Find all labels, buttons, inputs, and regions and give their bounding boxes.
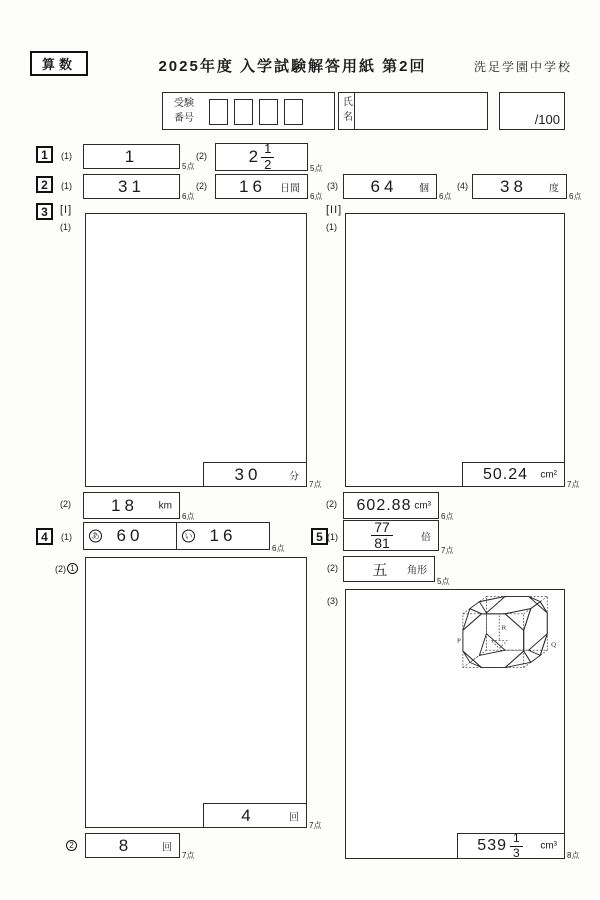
page-title: 2025年度 入学試験解答用紙 第2回	[158, 58, 427, 75]
q3-part2-item2-points: 6点	[441, 512, 454, 521]
figure-label-p: P	[457, 637, 461, 645]
name-label: 氏 名	[343, 97, 353, 123]
q1-item1-points: 5点	[182, 162, 195, 171]
truncated-cube-figure	[457, 593, 561, 671]
q3-part1-item2-unit: km	[158, 500, 172, 511]
q4-item1-label: (1)	[61, 532, 72, 542]
q3-part1-label: [I]	[60, 204, 73, 216]
q2-item3-answer-box	[343, 174, 437, 199]
q2-item1-points: 6点	[182, 192, 195, 201]
q5-item2-answer-box	[343, 556, 435, 582]
q2-item3-points: 6点	[439, 192, 452, 201]
q5-item1-label: (1)	[327, 532, 338, 542]
q2-item2-answer-box	[215, 174, 308, 199]
q3-part2-item1-unit: cm²	[540, 469, 557, 480]
q1-item1-label: (1)	[61, 151, 72, 161]
q5-item1-value: $\frac{77}{81}$	[371, 520, 393, 552]
q3-part1-item1-label: (1)	[60, 222, 71, 232]
q4-item3-circle-label: 2	[66, 840, 77, 851]
q5-item1-unit: 倍	[421, 532, 431, 543]
q4-item1-cell-a	[84, 523, 176, 549]
q4-item3-value: 8	[118, 835, 133, 855]
q3-part2-label: [II]	[326, 204, 343, 216]
q5-item3-label: (3)	[327, 596, 338, 606]
examinee-digit-cell	[234, 99, 253, 125]
q4-item2-circle-label: 1	[67, 563, 78, 574]
q1-item2-value: 2 $\frac{1}{2}$	[249, 142, 275, 172]
q3-part1-item2-answer-box	[83, 492, 180, 519]
q3-part1-item2-value: 18	[111, 495, 138, 515]
q4-item1-value-i: 16	[209, 526, 237, 545]
q3-part1-item2-points: 6点	[182, 512, 195, 521]
q3-number: 3	[36, 203, 53, 220]
q4-number: 4	[36, 528, 53, 545]
name-divider	[354, 93, 355, 129]
school-name: 洗足学園中学校	[474, 60, 573, 74]
q1-number: 1	[36, 146, 53, 163]
q1-item2-points: 5点	[310, 164, 323, 173]
q3-part1-item1-points: 7点	[309, 480, 322, 489]
q4-item1-mark-i: い	[182, 530, 195, 543]
q5-item3-unit: cm³	[540, 840, 557, 852]
q3-part2-item2-unit: cm³	[414, 500, 431, 511]
q3-part2-item1-label: (1)	[326, 222, 337, 232]
q3-part2-work-area	[345, 213, 565, 487]
q5-number: 5	[311, 528, 328, 545]
examinee-digit-cell	[284, 99, 303, 125]
q4-item2-points: 7点	[309, 821, 322, 830]
q5-item2-label: (2)	[327, 563, 338, 573]
q5-item3-value: 539 $\frac{1}{3}$	[477, 832, 522, 859]
q1-item2-answer-box	[215, 143, 308, 171]
q2-item4-value: 38	[500, 176, 527, 196]
q2-item4-points: 6点	[569, 192, 582, 201]
score-box	[499, 92, 565, 130]
q3-part2-item1-value: 50.24	[482, 465, 529, 483]
score-denominator: /100	[534, 112, 560, 127]
q3-part2-item1-answer-box	[462, 462, 565, 487]
q3-part2-item2-answer-box	[343, 492, 439, 519]
q4-item1-mark-a: あ	[89, 530, 102, 543]
subject-box: 算数	[30, 51, 88, 76]
q3-part1-item1-value: 30	[234, 464, 262, 484]
q2-item4-label: (4)	[457, 181, 468, 191]
q2-item3-label: (3)	[327, 181, 338, 191]
q1-item1-answer-box	[83, 144, 180, 169]
name-box	[338, 92, 488, 130]
q4-item3-answer-box	[85, 833, 180, 858]
q3-part2-item2-label: (2)	[326, 499, 337, 509]
examinee-number-box	[162, 92, 335, 130]
q5-item3-points: 8点	[567, 851, 580, 860]
figure-label-r: R	[501, 624, 507, 632]
q2-item1-value: 31	[118, 176, 145, 196]
q5-item2-unit: 角形	[407, 565, 427, 577]
q2-item1-answer-box	[83, 174, 180, 199]
q3-part2-item2-value: 602.88	[356, 496, 412, 514]
q2-number: 2	[36, 176, 53, 193]
q3-part1-work-area	[85, 213, 307, 487]
q3-part2-item1-points: 7点	[567, 480, 580, 489]
q4-item2-unit: 回	[289, 812, 299, 823]
examinee-digit-cell	[259, 99, 278, 125]
examinee-digit-cell	[209, 99, 228, 125]
q5-item3-work-area	[345, 589, 565, 859]
q4-item3-points: 7点	[182, 851, 195, 860]
q2-item2-unit: 日間	[280, 183, 300, 194]
q4-item2-work-area	[85, 557, 307, 828]
q4-item1-answer-box	[83, 522, 270, 550]
q2-item1-label: (1)	[61, 181, 72, 191]
q2-item3-unit: 個	[419, 183, 429, 194]
q3-part1-item1-answer-box	[203, 462, 307, 487]
q5-item2-points: 5点	[437, 577, 450, 586]
q3-part1-item2-label: (2)	[60, 499, 71, 509]
q4-item3-unit: 回	[162, 842, 172, 853]
q1-item1-value: 1	[124, 146, 139, 166]
q5-item1-points: 7点	[441, 546, 454, 555]
q2-item2-value: 16	[239, 176, 266, 196]
examinee-number-label: 受験 番号	[174, 98, 194, 124]
q2-item2-points: 6点	[310, 192, 323, 201]
q3-part1-item1-unit: 分	[289, 471, 299, 482]
q2-item4-answer-box	[472, 174, 567, 199]
q2-item4-unit: 度	[549, 183, 559, 194]
q4-item2-answer-box	[203, 803, 307, 828]
q5-item3-answer-box	[457, 833, 565, 859]
q4-item1-value-a: 60	[116, 526, 144, 545]
q2-item3-value: 64	[370, 176, 398, 196]
figure-label-q: Q	[551, 642, 557, 649]
q4-item1-cell-i	[176, 523, 269, 549]
q2-item2-label: (2)	[196, 181, 207, 191]
q4-item2-label: (2) 1	[55, 563, 78, 574]
q5-item2-value: 五	[372, 561, 388, 579]
q4-item1-points: 6点	[272, 544, 285, 553]
q1-item2-label: (2)	[196, 151, 207, 161]
q5-item1-answer-box	[343, 520, 439, 551]
q4-item3-label	[66, 840, 77, 851]
q4-item2-value: 4	[241, 805, 255, 825]
